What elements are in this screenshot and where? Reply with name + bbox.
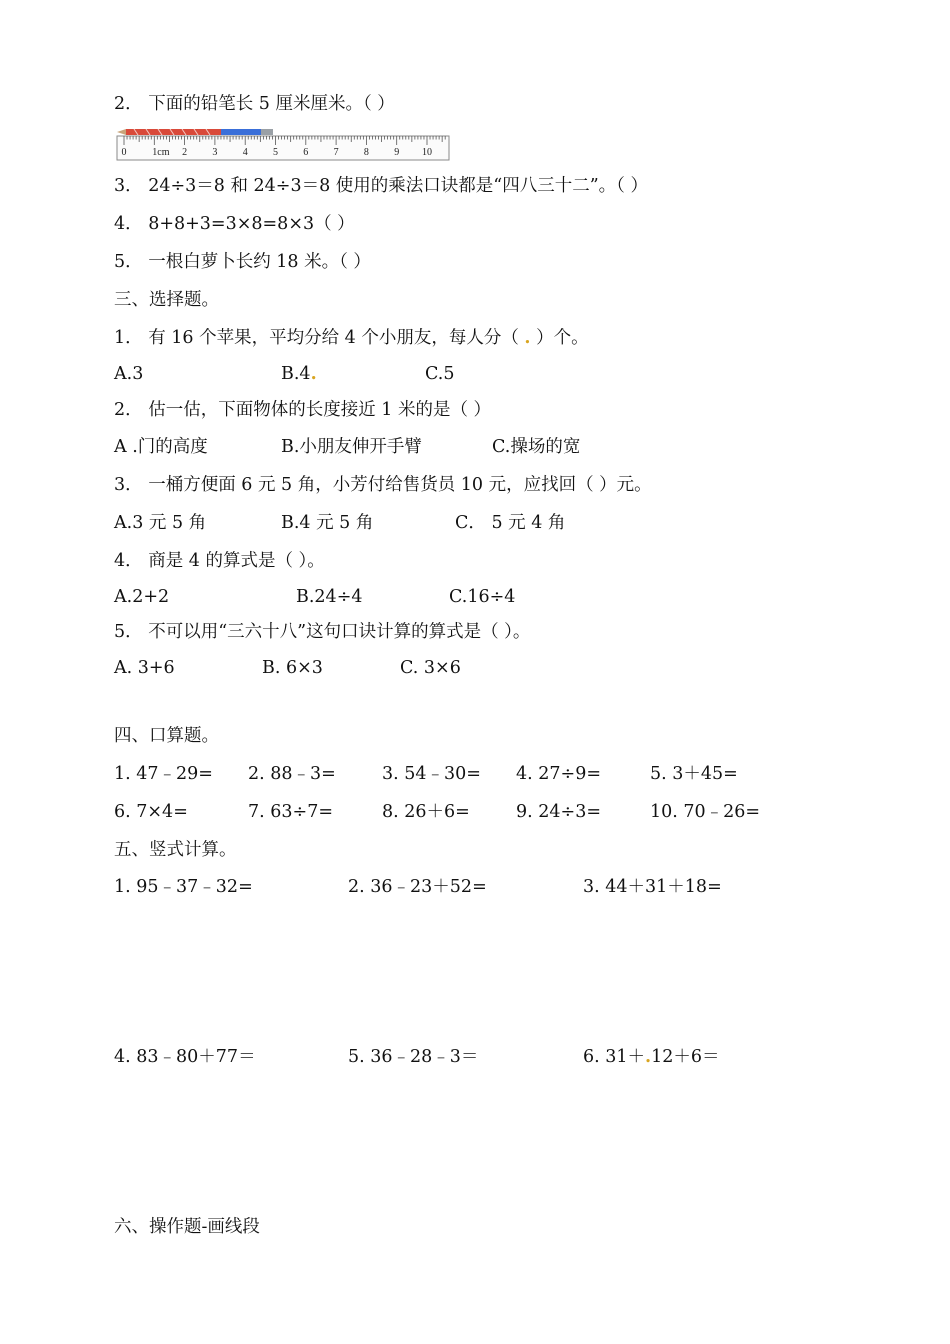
judge-q2: 2． 下面的铅笔长 5 厘米厘米。（ ） bbox=[114, 94, 395, 114]
oral-item: 7. 63÷7= bbox=[248, 802, 333, 822]
stray-dot: . bbox=[524, 328, 531, 348]
ruler-label: 8 bbox=[363, 147, 369, 158]
section-heading-choice: 三、选择题。 bbox=[114, 290, 219, 310]
oral-item: 4. 27÷9= bbox=[516, 764, 601, 784]
judge-q4: 4． 8+8+3=3×8=8×3（ ） bbox=[114, 214, 355, 234]
section-heading-oral: 四、口算题。 bbox=[114, 726, 219, 746]
expr-text: 6. 31＋ bbox=[583, 1047, 646, 1067]
choice-q5-option-b: B. 6×3 bbox=[262, 658, 323, 678]
choice-q3-stem: 3． 一桶方便面 6 元 5 角，小芳付给售货员 10 元，应找回（ ）元。 bbox=[114, 475, 652, 495]
choice-q1-stem bbox=[114, 326, 589, 350]
stem-text: ）个。 bbox=[530, 328, 589, 348]
choice-q1-option-a: A.3 bbox=[114, 364, 144, 384]
oral-item: 2. 88﹣3= bbox=[248, 764, 336, 784]
section-heading-vertical: 五、竖式计算。 bbox=[114, 840, 237, 860]
choice-q3-option-a: A.3 元 5 角 bbox=[114, 513, 207, 533]
oral-item: 10. 70﹣26= bbox=[650, 802, 761, 822]
choice-q1-option-b bbox=[281, 362, 317, 386]
vertical-item: 1. 95﹣37﹣32= bbox=[114, 877, 253, 897]
oral-item: 8. 26＋6= bbox=[382, 802, 470, 822]
choice-q5-option-c: C. 3×6 bbox=[400, 658, 461, 678]
section-heading-operation: 六、操作题-画线段 bbox=[114, 1217, 260, 1237]
judge-q5: 5． 一根白萝卜长约 18 米。（ ） bbox=[114, 252, 371, 272]
vertical-item: 2. 36﹣23＋52= bbox=[348, 877, 487, 897]
ruler-label: 0 bbox=[121, 147, 127, 158]
vertical-item: 5. 36﹣28﹣3＝ bbox=[348, 1047, 479, 1067]
ruler-label: 2 bbox=[182, 147, 188, 158]
choice-q4-option-c: C.16÷4 bbox=[449, 587, 516, 607]
oral-item: 3. 54﹣30= bbox=[382, 764, 481, 784]
ruler-label: 3 bbox=[212, 147, 218, 158]
choice-q2-option-a: A .门的高度 bbox=[114, 437, 208, 457]
choice-q2-option-b: B.小朋友伸开手臂 bbox=[281, 437, 422, 457]
vertical-item bbox=[583, 1045, 720, 1069]
choice-q4-stem: 4． 商是 4 的算式是（ ）。 bbox=[114, 551, 325, 571]
judge-q3: 3． 24÷3＝8 和 24÷3＝8 使用的乘法口诀都是“四八三十二”。（ ） bbox=[114, 176, 648, 196]
choice-q4-option-b: B.24÷4 bbox=[296, 587, 363, 607]
ruler-label: 5 bbox=[273, 147, 278, 158]
pencil-ruler-figure bbox=[114, 126, 454, 162]
ruler-label: 1cm bbox=[152, 147, 170, 158]
choice-q2-option-c: C.操场的宽 bbox=[492, 437, 581, 457]
oral-item: 5. 3＋45= bbox=[650, 764, 738, 784]
stray-dot: . bbox=[310, 364, 317, 384]
pencil-icon bbox=[117, 129, 273, 135]
oral-item: 1. 47﹣29= bbox=[114, 764, 213, 784]
ruler-label: 7 bbox=[333, 147, 339, 158]
choice-q4-option-a: A.2+2 bbox=[114, 587, 170, 607]
expr-text: 12＋6＝ bbox=[651, 1047, 720, 1067]
ruler-label: 9 bbox=[394, 147, 400, 158]
option-text: B.4 bbox=[281, 364, 311, 384]
choice-q3-option-c: C． 5 元 4 角 bbox=[455, 513, 566, 533]
stray-dot: . bbox=[645, 1047, 652, 1067]
choice-q2-stem: 2． 估一估，下面物体的长度接近 1 米的是（ ） bbox=[114, 400, 492, 420]
oral-item: 9. 24÷3= bbox=[516, 802, 601, 822]
choice-q5-stem: 5． 不可以用“三六十八”这句口诀计算的算式是（ ）。 bbox=[114, 622, 531, 642]
choice-q1-option-c: C.5 bbox=[425, 364, 455, 384]
choice-q3-option-b: B.4 元 5 角 bbox=[281, 513, 374, 533]
oral-item: 6. 7×4= bbox=[114, 802, 188, 822]
ruler-label: 6 bbox=[303, 147, 309, 158]
stem-text: 1． 有 16 个苹果，平均分给 4 个小朋友，每人分（ bbox=[114, 328, 525, 348]
ruler-label: 4 bbox=[242, 147, 248, 158]
vertical-item: 3. 44＋31＋18= bbox=[583, 877, 722, 897]
choice-q5-option-a: A. 3+6 bbox=[114, 658, 175, 678]
ruler-label: 10 bbox=[422, 147, 432, 158]
vertical-item: 4. 83﹣80＋77＝ bbox=[114, 1047, 256, 1067]
